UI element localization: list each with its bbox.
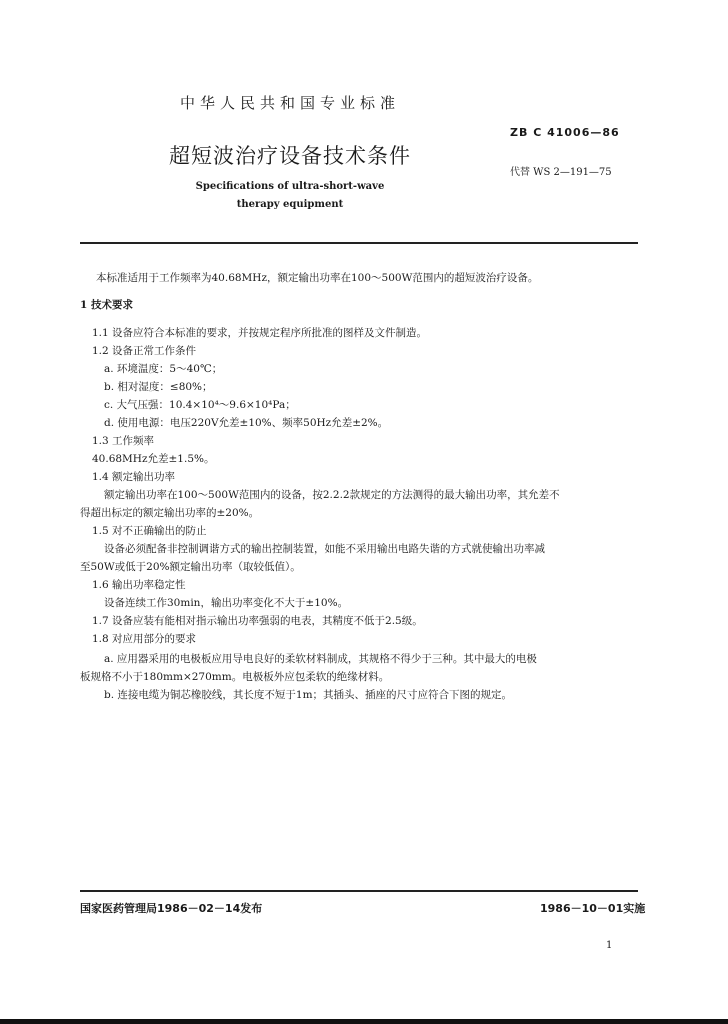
clause-1-8-b: b. 连接电缆为铜芯橡胶线，其长度不短于1m；其插头、插座的尺寸应符合下图的规定。 — [104, 689, 513, 701]
document-title: 超短波治疗设备技术条件 — [169, 144, 411, 168]
standard-code: ZB C 41006—86 — [510, 126, 620, 139]
clause-1-5-text-1: 设备必须配备非控制调谐方式的输出控制装置，如能不采用输出电路失谐的方式就使输出功率减 — [104, 543, 545, 555]
clause-1-4-heading: 1.4 额定输出功率 — [92, 471, 176, 483]
page-number: 1 — [606, 940, 613, 951]
clause-1-3-text: 40.68MHz允差±1.5%。 — [92, 453, 215, 465]
clause-1-5-text-2: 至50W或低于20%额定输出功率（取较低值）。 — [80, 561, 301, 573]
replaces-note: 代替 WS 2—191—75 — [510, 167, 612, 178]
clause-1-2-heading: 1.2 设备正常工作条件 — [92, 345, 197, 357]
clause-1-3-heading: 1.3 工作频率 — [92, 435, 155, 447]
english-title-line-2: therapy equipment — [236, 199, 344, 210]
clause-1-2-c: c. 大气压强：10.4×10⁴～9.6×10⁴Pa； — [104, 399, 296, 411]
clause-1-2-a: a. 环境温度：5～40℃； — [104, 363, 223, 375]
clause-1-8-a-2: 板规格不小于180mm×270mm。电极板外应包柔软的绝缘材料。 — [80, 671, 390, 683]
clause-1-4-text-1: 额定输出功率在100～500W范围内的设备，按2.2.2款规定的方法测得的最大输出功率，其允差不 — [104, 489, 560, 501]
clause-1-8-a-1: a. 应用器采用的电极板应用导电良好的柔软材料制成，其规格不得少于三种。其中最大的电极 — [104, 653, 537, 665]
header-divider — [80, 242, 638, 244]
clause-1-1: 1.1 设备应符合本标准的要求，并按规定程序所批准的图样及文件制造。 — [92, 327, 428, 339]
issue-date: 国家医药管理局1986－02－14发布 — [80, 902, 263, 915]
clause-1-2-d: d. 使用电源：电压220V允差±10%、频率50Hz允差±2%。 — [104, 417, 389, 429]
section-1-heading: 1 技术要求 — [80, 299, 133, 311]
clause-1-6-heading: 1.6 输出功率稳定性 — [92, 579, 186, 591]
english-title-line-1: Specifications of ultra-short-wave — [195, 181, 385, 192]
scope-paragraph: 本标准适用于工作频率为40.68MHz，额定输出功率在100～500W范围内的超短波治疗设备。 — [96, 272, 539, 284]
clause-1-4-text-2: 得超出标定的额定输出功率的±20%。 — [80, 507, 260, 519]
standard-type-heading: 中华人民共和国专业标准 — [179, 94, 400, 112]
clause-1-7: 1.7 设备应装有能相对指示输出功率强弱的电表，其精度不低于2.5级。 — [92, 615, 423, 627]
effective-date: 1986－10－01实施 — [540, 902, 646, 915]
clause-1-2-b: b. 相对湿度：≤80%； — [104, 381, 213, 393]
scan-edge-bar — [0, 1019, 728, 1024]
clause-1-5-heading: 1.5 对不正确输出的防止 — [92, 525, 207, 537]
clause-1-8-heading: 1.8 对应用部分的要求 — [92, 633, 197, 645]
footer-divider — [80, 890, 638, 892]
clause-1-6-text: 设备连续工作30min，输出功率变化不大于±10%。 — [104, 597, 349, 609]
